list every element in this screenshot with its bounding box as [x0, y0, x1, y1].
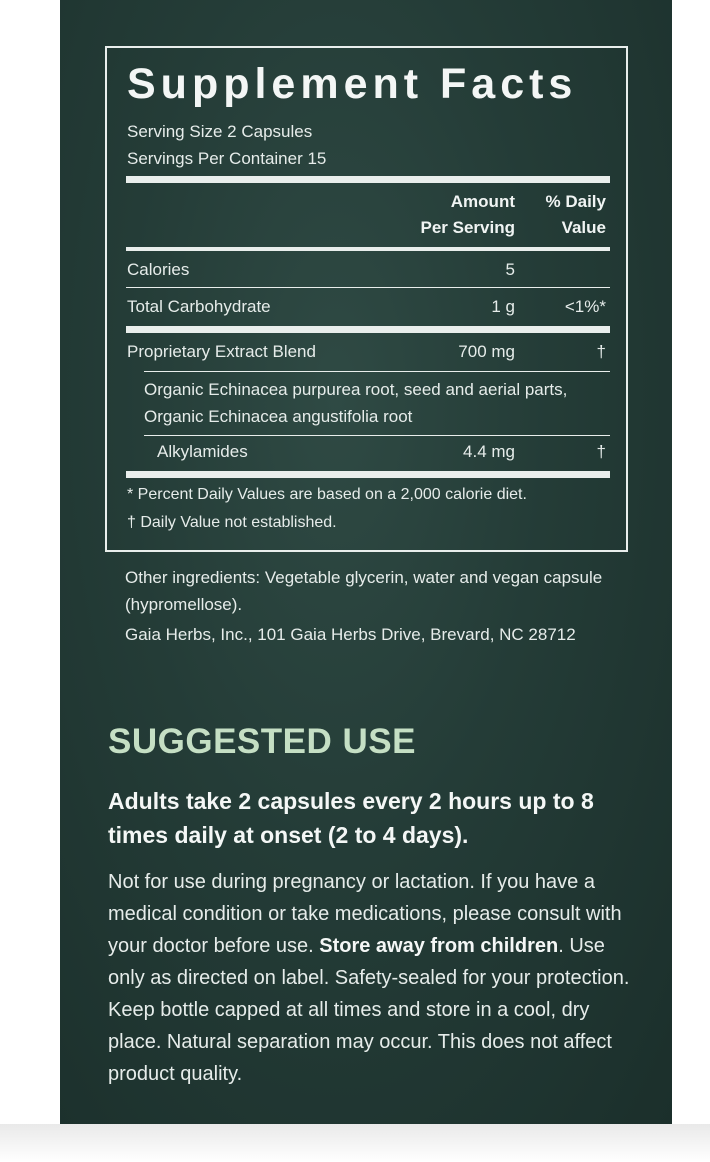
- header-dv-line2: Value: [561, 218, 606, 237]
- suggested-use-title: SUGGESTED USE: [108, 722, 416, 761]
- rule-thick-mid: [126, 326, 610, 333]
- row-carb-dv: <1%*: [564, 297, 606, 316]
- warning-text-part2: . Use only as directed on label. Safety-sealed for your protection. Keep bottle capped at all times and store in a cool, dry place. Natural separation may occur. This does not affect product quality.: [108, 935, 630, 1085]
- header-amount-line2: Per Serving: [420, 218, 515, 237]
- row-blend-dv: †: [596, 342, 606, 361]
- row-blend-name: Proprietary Extract Blend: [127, 342, 316, 361]
- rule-header: [126, 247, 610, 251]
- row-alkylamides-amount: 4.4 mg: [463, 442, 515, 461]
- bottom-shadow: [0, 1124, 710, 1162]
- footnote-percent-dv: * Percent Daily Values are based on a 2,000 calorie diet.: [127, 486, 527, 503]
- header-amount-line1: Amount: [450, 192, 515, 211]
- rule-calories: [126, 287, 610, 288]
- footnote-dv-not-established: † Daily Value not established.: [127, 514, 337, 531]
- serving-size: Serving Size 2 Capsules: [127, 122, 313, 141]
- warning-store-away: Store away from children: [319, 935, 559, 957]
- row-calories-name: Calories: [127, 260, 190, 279]
- row-carb-amount: 1 g: [491, 297, 515, 316]
- header-daily-value: [546, 189, 606, 241]
- rule-thick-top: [126, 176, 610, 183]
- header-dv-line1: % Daily: [545, 192, 606, 211]
- header-amount: [421, 189, 516, 241]
- row-blend-amount: 700 mg: [458, 342, 515, 361]
- row-alkylamides-name: Alkylamides: [157, 442, 248, 461]
- row-carb-name: Total Carbohydrate: [127, 297, 271, 316]
- rule-blend-desc: [144, 435, 610, 436]
- other-ingredients: Other ingredients: Vegetable glycerin, water and vegan capsule (hypromellose).: [125, 568, 603, 614]
- row-alkylamides-dv: †: [596, 442, 606, 461]
- suggested-use-warnings: [108, 866, 638, 1090]
- rule-thick-bottom: [126, 471, 610, 478]
- servings-per-container: Servings Per Container 15: [127, 149, 327, 168]
- supplement-facts-box: [105, 46, 628, 552]
- manufacturer-address: Gaia Herbs, Inc., 101 Gaia Herbs Drive, Brevard, NC 28712: [125, 625, 576, 644]
- facts-title: Supplement Facts: [127, 60, 578, 108]
- blend-description: Organic Echinacea purpurea root, seed and aerial parts, Organic Echinacea angustifolia root: [144, 380, 568, 426]
- suggested-use-directions: Adults take 2 capsules every 2 hours up to 8 times daily at onset (2 to 4 days).: [108, 788, 594, 848]
- rule-blend: [144, 371, 610, 372]
- label-panel: [60, 0, 672, 1124]
- row-calories-amount: 5: [505, 260, 515, 279]
- warning-text-part1: Not for use during pregnancy or lactation. If you have a medical condition or take medications, please consult with your doctor before use.: [108, 871, 622, 957]
